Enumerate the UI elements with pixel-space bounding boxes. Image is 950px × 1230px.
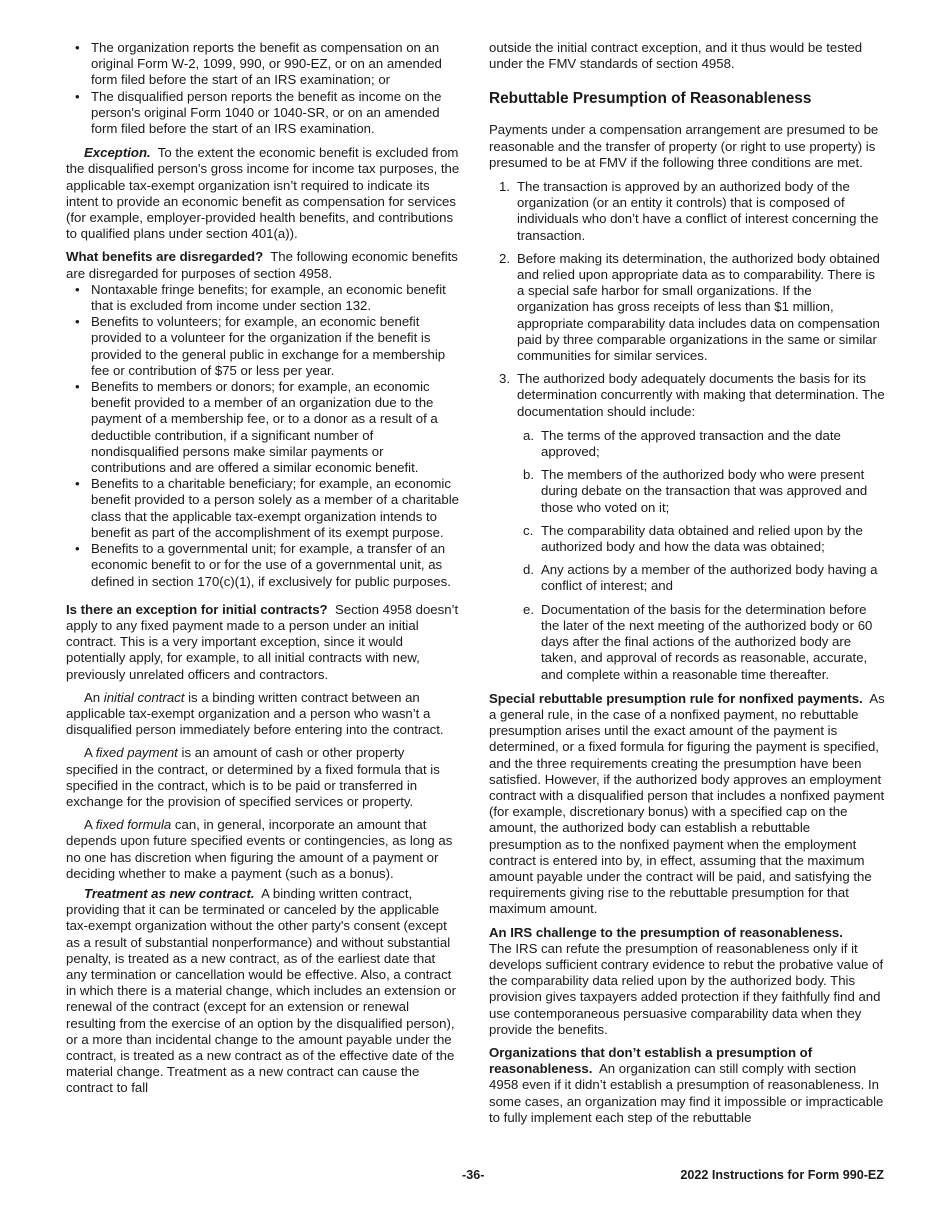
initial-contracts-paragraph: [66, 602, 460, 683]
initial-contracts-lead: Is there an exception for initial contracts?: [66, 601, 328, 617]
disregarded-text: The following economic benefits are disregarded for purposes of section 4958.: [66, 249, 458, 281]
special-rule-paragraph: [489, 691, 885, 918]
treatment-lead: Treatment as new contract.: [84, 885, 255, 901]
continuation-paragraph: outside the initial contract exception, and it thus would be tested under the FMV standards of section 4958.: [489, 40, 863, 72]
list-item: b. The members of the authorized body who were present during debate on the transaction that was approved and those who voted on it;: [523, 467, 868, 515]
initial-contract-definition: An initial contract is a binding written contract between an applicable tax-exempt organization and a person who wasn’t a disqualified person immediately before entering into the contract.: [66, 689, 444, 738]
right-column: [489, 40, 885, 1133]
no-presumption-text: An organization can still comply with section 4958 even if it didn’t establish a presumption of reasonableness. In some cases, an organization may find it impossible or impracticable to fully implement each step of the rebuttable: [489, 1061, 884, 1125]
exception-paragraph: [66, 145, 460, 242]
left-column: [66, 40, 460, 1104]
no-presumption-lead: Organizations that don’t establish a presumption of reasonableness.: [489, 1044, 813, 1077]
no-presumption-paragraph: [489, 1045, 885, 1126]
list-item: • Nontaxable fringe benefits; for example, an economic benefit that is excluded from income under section 132.: [66, 282, 460, 314]
list-item: c. The comparability data obtained and relied upon by the authorized body and how the data was obtained;: [523, 522, 863, 555]
list-item: 3. The authorized body adequately documents the basis for its determination concurrently with making that determination. The documentation should include: a. The terms of the approved transaction and the date approved; b. The members of the authorized body who were present during debate on the transaction that was approved and those who voted on it; c. The comparability data obtained and relied upon by the authorized body and how the data was obtained; d. Any actions by a member of the authorized body having a conflict of interest; and e. Documentation of the basis for the determination before the later of the next meeting of the authorized body or 60 days after the final actions of the authorized body are taken, and approval of records as reasonable, accurate, and complete within a reasonable time thereafter.: [499, 371, 885, 682]
irs-challenge-paragraph: [489, 925, 885, 1038]
documentation-sublist: [517, 428, 885, 683]
treatment-text: A binding written contract, providing that it can be terminated or canceled by the applicable tax-exempt organization without the other party's consent (except as a result of substantial nonperformance) and without substantial penalty, is treated as a new contract, as of the earliest date that any termination or cancellation would be effective. Also, a contract in which there is a material change, which includes an extension or renewal of the contract (except for an extension or renewal resulting from the exercise of an option by the disqualified person), or a more than incidental change to the amount payable under the contract, is treated as a new contract as of the effective date of the material change. Treatment as a new contract can cause the contract to fall: [66, 885, 456, 1096]
list-item: • The disqualified person reports the benefit as income on the person's original Form 1040 or 1040-SR, or on an amended form filed before the start of an IRS examination.: [66, 89, 460, 138]
list-item: • Benefits to a governmental unit; for example, a transfer of an economic benefit to or for the use of a governmental unit, as defined in section 170(c)(1), if exclusively for public purposes.: [66, 541, 460, 590]
initial-contracts-text: Section 4958 doesn’t apply to any fixed payment made to a person under an initial contract. This is a very important exception, since it would potentially apply, for example, to all initial contracts with new, previously unrelated officers and contractors.: [66, 601, 459, 682]
exception-lead: Exception.: [84, 145, 151, 161]
list-item: • Benefits to members or donors; for example, an economic benefit provided to a member of an organization due to the payment of a membership fee, or to a donor as a result of a deductible contribution, if a significant number of nondisqualified persons make similar payments or contributions and are offered a similar economic benefit.: [66, 379, 460, 476]
list-item: • Benefits to volunteers; for example, an economic benefit provided to a volunteer for the organization if the benefit is provided to the general public in exchange for a membership fee or contribution of $75 or less per year.: [66, 314, 460, 379]
special-rule-text: As a general rule, in the case of a nonfixed payment, no rebuttable presumption arises until the exact amount of the payment is determined, or a fixed formula for figuring the payment is specified, and the three requirements creating the presumption have been satisfied. However, if the authorized body approves an employment contract with a disqualified person that includes a nonfixed payment (for example, discretionary bonus) with a specified cap on the amount, the authorized body can establish a rebuttable presumption as to the nonfixed payment when the employment contract is entered into by, in effect, assuming that the maximum amount payable under the contract will be paid, and satisfying the requirements giving rise to the rebuttable presumption for that maximum amount.: [489, 690, 885, 917]
reporting-bullets: [66, 40, 460, 137]
form-title: 2022 Instructions for Form 990-EZ: [680, 1168, 884, 1182]
list-item: 1. The transaction is approved by an authorized body of the organization (or an entity it controls) that is composed of individuals who don’t have a conflict of interest concerning the transaction.: [499, 179, 879, 243]
disregarded-bullets: [66, 282, 460, 590]
conditions-list: [489, 179, 885, 683]
list-item: d. Any actions by a member of the authorized body having a conflict of interest; and: [523, 562, 878, 594]
section-heading: Rebuttable Presumption of Reasonableness: [489, 90, 812, 108]
treatment-paragraph: [66, 886, 460, 1097]
special-rule-lead: Special rebuttable presumption rule for nonfixed payments.: [489, 690, 863, 706]
list-item: e. Documentation of the basis for the determination before the later of the next meeting of the authorized body or 60 days after the final actions of the authorized body are taken, and approval of records as reasonable, accurate, and complete within a reasonable time thereafter.: [523, 601, 873, 682]
irs-challenge-lead: An IRS challenge to the presumption of reasonableness.: [489, 924, 843, 940]
presumption-intro: Payments under a compensation arrangement are presumed to be reasonable and the transfer of property (or right to use property) is presumed to be at FMV if the following three conditions are met.: [489, 122, 879, 170]
page-number: -36-: [462, 1168, 485, 1182]
disregarded-paragraph: [66, 249, 460, 281]
fixed-payment-definition: A fixed payment is an amount of cash or other property specified in the contract, or determined by a fixed formula that is specified in the contract, which is to be paid or transferred in exchange for the provision of specified services or property.: [66, 745, 440, 809]
list-item: • The organization reports the benefit as compensation on an original Form W-2, 1099, 990, or 990-EZ, or on an amended form filed before the start of an IRS examination; or: [66, 40, 460, 89]
list-item: • Benefits to a charitable beneficiary; for example, an economic benefit provided to a person solely as a member of a charitable class that the applicable tax-exempt organization intends to benefit as part of the accomplishment of its exempt purpose.: [66, 476, 460, 541]
fixed-payment-term: fixed payment: [95, 745, 178, 761]
disregarded-lead: What benefits are disregarded?: [66, 249, 264, 265]
fixed-formula-definition: A fixed formula can, in general, incorporate an amount that depends upon future specified events or contingencies, as long as no one has discretion when figuring the amount of a payment or deciding whether to make a payment (such as a bonus).: [66, 817, 453, 881]
initial-contract-term: initial contract: [103, 689, 185, 705]
fixed-formula-term: fixed formula: [95, 817, 172, 833]
list-item: 2. Before making its determination, the authorized body obtained and relied upon appropriate data as to comparability. There is a special safe harbor for small organizations. If the organization has gross receipts of less than $1 million, appropriate comparability data includes data on compensation paid by three comparable organizations in the same or similar communities for similar services.: [499, 250, 880, 364]
list-item: a. The terms of the approved transaction and the date approved;: [523, 427, 841, 460]
irs-challenge-text: The IRS can refute the presumption of reasonableness only if it develops sufficient contrary evidence to rebut the probative value of the comparability data relied upon by the authorized body. This provision gives taxpayers added protection if they faithfully find and use contemporaneous persuasive comparability data when they provide the benefits.: [489, 940, 884, 1037]
exception-text: To the extent the economic benefit is excluded from the disqualified person's gross income for income tax purposes, the applicable tax-exempt organization isn’t required to indicate its intent to provide an economic benefit as compensation for services (for example, employer-provided health benefits, and contributions to qualified plans under section 401(a)).: [66, 145, 460, 242]
